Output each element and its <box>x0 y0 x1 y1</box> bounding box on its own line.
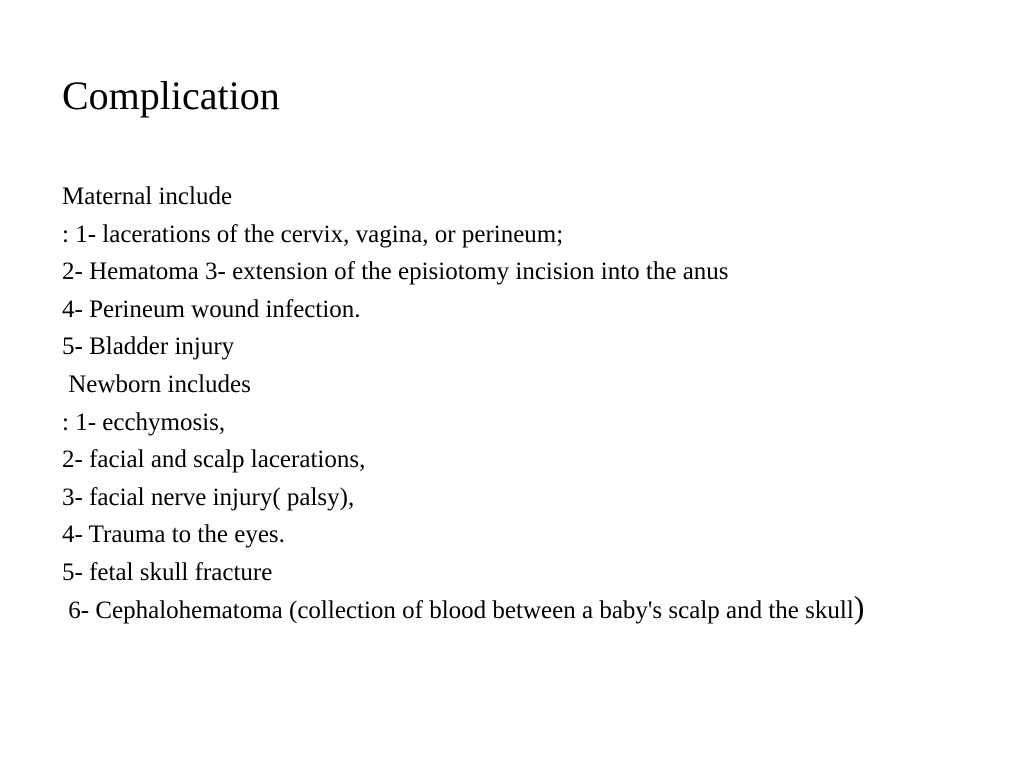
text-line-maternal-5: 5- Bladder injury <box>62 333 235 361</box>
text-line-newborn-6 <box>62 588 962 630</box>
text-line-maternal-1: : 1- lacerations of the cervix, vagina, or perineum; <box>62 220 564 248</box>
text-line-maternal-4: 4- Perineum wound infection. <box>62 295 361 323</box>
text-line-newborn-3: 3- facial nerve injury( palsy), <box>62 483 355 511</box>
text-line-newborn-heading: Newborn includes <box>62 370 251 398</box>
slide-title: Complication <box>62 73 280 118</box>
text-line-newborn-6-text: 6- Cephalohematoma (collection of blood between a baby's scalp and the skull <box>62 596 854 624</box>
closing-parenthesis: ) <box>853 588 865 625</box>
text-line-maternal-heading: Maternal include <box>62 183 233 210</box>
text-line-newborn-2: 2- facial and scalp lacerations, <box>62 446 366 474</box>
text-line-newborn-4: 4- Trauma to the eyes. <box>62 521 285 549</box>
text-line-newborn-1: : 1- ecchymosis, <box>62 408 226 436</box>
text-line-maternal-2-3: 2- Hematoma 3- extension of the episiotomy incision into the anus <box>62 258 729 286</box>
text-line-newborn-5: 5- fetal skull fracture <box>62 558 273 586</box>
slide-body <box>62 178 962 629</box>
